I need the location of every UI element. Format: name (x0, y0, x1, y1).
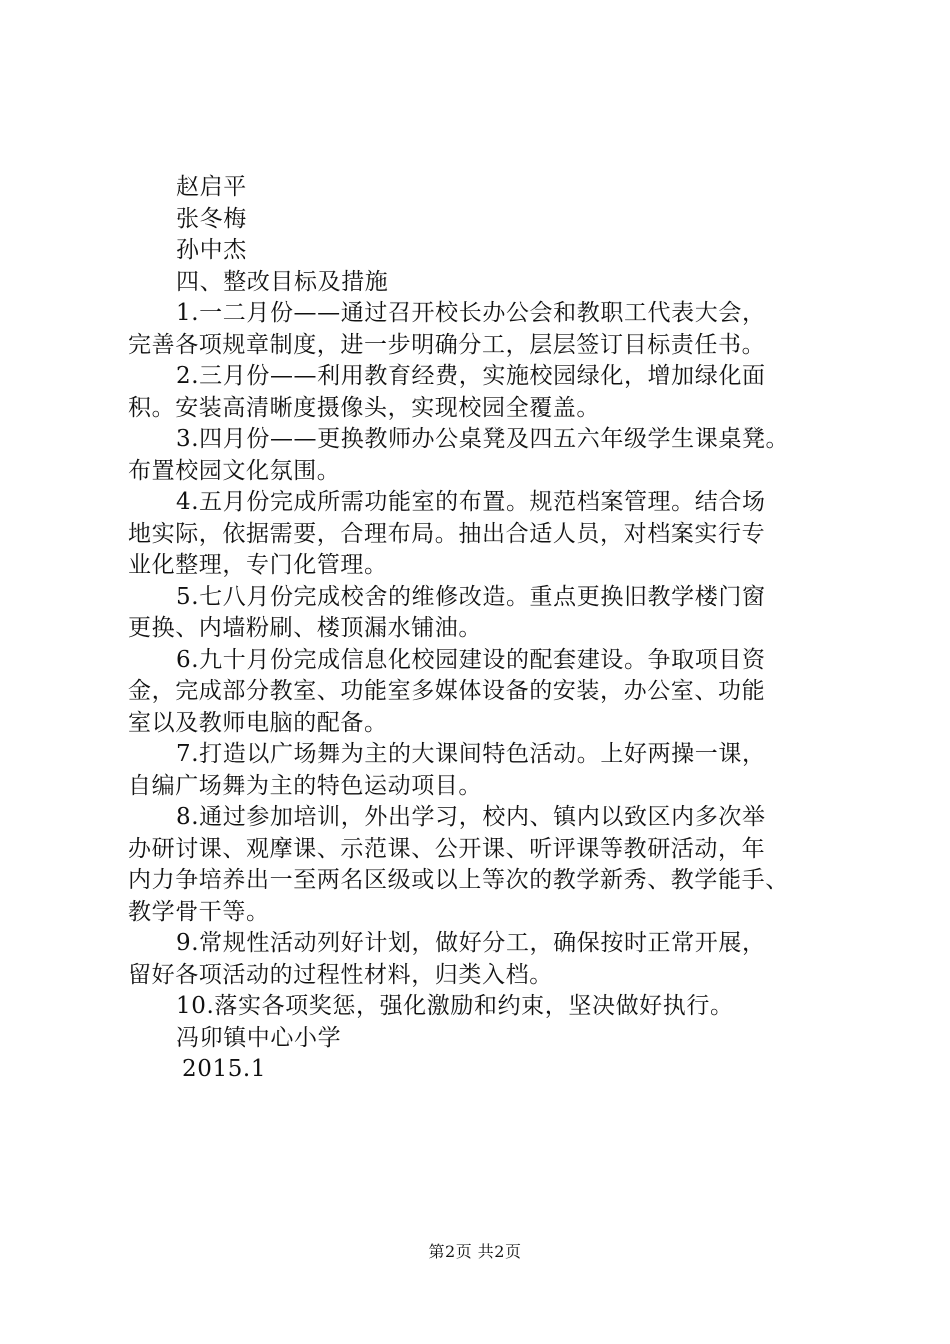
measure-item (128, 991, 833, 1023)
measure-item-line: 10.落实各项奖惩，强化激励和约束，坚决做好执行。 (176, 993, 734, 1019)
signature-date: 2015.1 (182, 1056, 267, 1082)
measures-list (128, 298, 833, 1023)
measure-item-line: 室以及教师电脑的配备。 (128, 709, 388, 736)
name-line: 孙中杰 (176, 237, 247, 263)
measure-item-line: 更换、内墙粉刷、楼顶漏水铺油。 (128, 615, 482, 641)
measure-item-line: 4.五月份完成所需功能室的布置。规范档案管理。结合场 (176, 489, 766, 515)
measure-item-line: 布置校园文化氛围。 (128, 457, 341, 484)
measure-item-line: 2.三月份——利用教育经费，实施校园绿化，增加绿化面 (176, 363, 766, 389)
measure-item-line: 自编广场舞为主的特色运动项目。 (128, 772, 482, 799)
measure-item-line: 7.打造以广场舞为主的大课间特色活动。上好两操一课， (176, 741, 766, 767)
name-line: 张冬梅 (176, 205, 247, 232)
measure-item (128, 424, 833, 487)
measure-item (128, 928, 833, 991)
measure-item-line: 留好各项活动的过程性材料，归类入档。 (128, 961, 553, 988)
measure-item-line: 完善各项规章制度，进一步明确分工，层层签订目标责任书。 (128, 331, 766, 358)
measure-item-line: 积。安装高清晰度摄像头，实现校园全覆盖。 (128, 394, 600, 421)
measure-item-line: 业化整理，专门化管理。 (128, 552, 388, 578)
measure-item (128, 582, 833, 645)
measure-item-line: 8.通过参加培训，外出学习，校内、镇内以致区内多次举 (176, 804, 766, 830)
measure-item-line: 3.四月份——更换教师办公桌凳及四五六年级学生课桌凳。 (176, 426, 790, 452)
document-body (128, 172, 833, 1086)
measure-item (128, 739, 833, 802)
measure-item-line: 6.九十月份完成信息化校园建设的配套建设。争取项目资 (176, 646, 766, 673)
measure-item (128, 802, 833, 928)
page-footer: 第2页 共2页 (428, 1242, 522, 1261)
signature-organization: 冯卯镇中心小学 (176, 1024, 342, 1051)
measure-item-line: 5.七八月份完成校舍的维修改造。重点更换旧教学楼门窗 (176, 583, 766, 610)
name-line: 赵启平 (176, 174, 247, 200)
section-heading: 四、整改目标及措施 (176, 268, 389, 295)
measure-item-line: 内力争培养出一至两名区级或以上等次的教学新秀、教学能手、 (128, 867, 789, 893)
measure-item-line: 教学骨干等。 (128, 898, 270, 925)
measure-item (128, 487, 833, 582)
measure-item (128, 361, 833, 424)
measure-item (128, 298, 833, 361)
measure-item (128, 645, 833, 740)
measure-item-line: 办研讨课、观摩课、示范课、公开课、听评课等教研活动，年 (128, 835, 766, 862)
measure-item-line: 金，完成部分教室、功能室多媒体设备的安装，办公室、功能 (128, 678, 766, 704)
measure-item-line: 9.常规性活动列好计划，做好分工，确保按时正常开展， (176, 930, 766, 956)
measure-item-line: 地实际，依据需要，合理布局。抽出合适人员，对档案实行专 (128, 520, 766, 547)
measure-item-line: 1.一二月份——通过召开校长办公会和教职工代表大会， (176, 300, 766, 326)
